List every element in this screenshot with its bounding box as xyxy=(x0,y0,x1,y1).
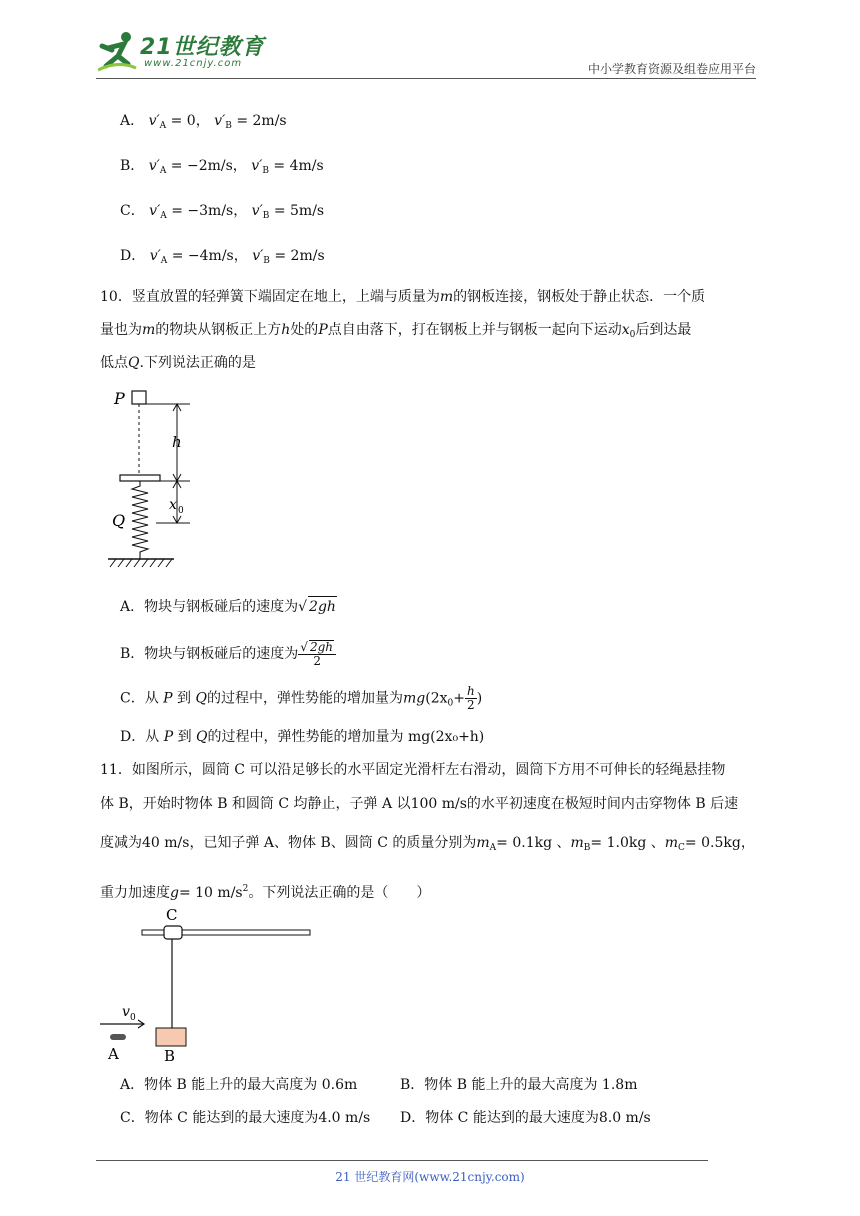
separator: ， xyxy=(233,203,248,219)
value-mc: = 0.5kg xyxy=(684,835,741,851)
separator: ， xyxy=(233,248,248,264)
option-text: A．物体 B 能上升的最大高度为 0.6m xyxy=(120,1077,358,1093)
label-v-sub: 0 xyxy=(130,1013,136,1023)
exponent: 2 xyxy=(242,884,249,894)
value-a: = 0 xyxy=(170,113,196,129)
separator: 、 xyxy=(556,835,571,851)
option-text: D．物体 C 能达到的最大速度为 xyxy=(400,1110,599,1126)
option-text: 的过程中，弹性势能的增加量为 mg(2x₀+h) xyxy=(207,729,485,745)
option-text: C．从 xyxy=(120,690,159,707)
expr-2x: (2x xyxy=(425,690,448,707)
q11-stem-line2 xyxy=(100,794,738,814)
var-q: Q xyxy=(195,690,207,707)
text: 低点 xyxy=(100,355,128,371)
var-p: P xyxy=(163,690,173,707)
denominator: 2 xyxy=(313,654,321,668)
value-b: = 4m/s xyxy=(273,158,324,174)
option-label: C． xyxy=(120,203,145,219)
option-text: D．从 xyxy=(120,729,160,745)
text: 的钢板连接，钢板处于静止状态．一个质 xyxy=(453,289,706,305)
sub-b: B xyxy=(263,256,270,266)
var-v: v′ xyxy=(252,248,264,264)
value-a: = −3m/s xyxy=(171,203,234,219)
value-v: 8.0 m/s xyxy=(598,1110,651,1126)
option-text: B．物块与钢板碰后的速度为 xyxy=(120,646,299,662)
block-b xyxy=(156,1028,186,1046)
q11-stem-line1 xyxy=(100,760,725,780)
spring xyxy=(132,481,148,559)
var-p: P xyxy=(163,729,174,745)
var-m: m xyxy=(476,835,490,851)
option-label: D． xyxy=(120,248,146,264)
sub-a: A xyxy=(160,211,167,221)
numerator: h xyxy=(466,684,475,698)
footer-divider xyxy=(96,1160,708,1161)
label-h: h xyxy=(172,433,182,451)
text: ，已知子弹 A、物体 B、圆筒 C 的质量分别为 xyxy=(189,835,477,851)
var-p: P xyxy=(318,322,328,338)
steel-plate xyxy=(120,475,160,481)
fraction xyxy=(298,640,336,668)
value-ma: = 0.1kg xyxy=(496,835,553,851)
text: 的物块从钢板正上方 xyxy=(155,322,282,338)
label-x: x xyxy=(169,497,177,513)
q10-stem-line2 xyxy=(100,320,691,345)
value-100: 100 m/s xyxy=(410,796,467,812)
value-40: 40 m/s xyxy=(142,835,190,851)
q11-stem-line3 xyxy=(100,833,755,858)
bullet-a xyxy=(110,1034,126,1040)
value-g: = 10 m/s xyxy=(178,885,243,901)
text: 点自由落下，打在钢板上并与钢板一起向下运动 xyxy=(327,322,622,338)
footer-link[interactable]: 21 世纪教育网(www.21cnjy.com) xyxy=(335,1170,525,1184)
sqrt-symbol: √ xyxy=(300,640,308,654)
q11-option-c[interactable] xyxy=(120,1108,370,1128)
var-m: m xyxy=(570,835,584,851)
sub-a: A xyxy=(159,121,167,131)
q9-option-c[interactable] xyxy=(120,201,324,226)
label-v: v xyxy=(122,1004,130,1020)
block-p xyxy=(132,391,146,404)
cylinder-c xyxy=(164,926,182,939)
var-v: v′ xyxy=(148,113,160,129)
text: 度减为 xyxy=(100,835,142,851)
var-g: g xyxy=(170,885,179,901)
expr-close: ) xyxy=(476,690,483,707)
var-v: v′ xyxy=(251,158,263,174)
ground-hatch xyxy=(110,559,172,567)
q9-option-d[interactable] xyxy=(120,246,325,271)
var-v: v′ xyxy=(148,158,160,174)
value-b: = 2m/s xyxy=(274,248,325,264)
value-a: = −2m/s xyxy=(170,158,233,174)
q10-option-d[interactable] xyxy=(120,727,484,747)
option-text: 的过程中，弹性势能的增加量为 xyxy=(206,690,403,707)
value-a: = −4m/s xyxy=(171,248,234,264)
sub-a: A xyxy=(160,256,168,266)
option-label: A． xyxy=(120,113,145,129)
var-v: v′ xyxy=(149,248,161,264)
label-p: P xyxy=(114,389,125,408)
header-platform-text: 中小学教育资源及组卷应用平台 xyxy=(587,62,756,76)
var-q: Q xyxy=(196,729,208,745)
sub-b: B xyxy=(262,166,269,176)
logo-text: 21世纪教育 xyxy=(140,35,265,60)
text: 量也为 xyxy=(100,322,142,338)
label-q: Q xyxy=(112,511,126,530)
q10-option-b[interactable] xyxy=(120,640,336,668)
rod-cylinder-diagram xyxy=(96,904,326,1064)
header-divider xyxy=(96,78,756,79)
value-v: 4.0 m/s xyxy=(318,1110,371,1126)
option-text: B．物体 B 能上升的最大高度为 1.8m xyxy=(400,1077,638,1093)
label-x-sub: 0 xyxy=(178,506,184,516)
text: 重力加速度 xyxy=(100,885,170,901)
site-logo[interactable] xyxy=(96,28,276,78)
q11-option-b[interactable] xyxy=(400,1075,637,1095)
option-text: C．物体 C 能达到的最大速度为 xyxy=(120,1110,319,1126)
sub-c: C xyxy=(678,843,685,853)
sub-b: B xyxy=(225,121,232,131)
page-header xyxy=(96,28,756,82)
sqrt-symbol: √ xyxy=(298,599,308,615)
separator: ， xyxy=(195,113,210,129)
sub-0: 0 xyxy=(629,330,636,340)
text: 。下列说法正确的是（ ） xyxy=(248,885,431,901)
q10-option-a[interactable] xyxy=(120,596,337,617)
var-h: h xyxy=(281,322,291,338)
separator: 、 xyxy=(650,835,665,851)
q11-option-d[interactable] xyxy=(400,1108,651,1128)
sub-b: B xyxy=(262,211,270,221)
q10-stem-line1 xyxy=(100,287,705,307)
separator: ， xyxy=(232,158,247,174)
text: 11．如图所示，圆筒 C 可以沿足够长的水平固定光滑杆左右滑动，圆筒下方用不可伸长的轻绳悬挂物 xyxy=(100,762,726,778)
text: 10．竖直放置的轻弹簧下端固定在地上，上端与质量为 xyxy=(100,289,440,305)
option-text: 到 xyxy=(177,729,192,745)
text: 体 B，开始时物体 B 和圆筒 C 均静止，子弹 A 以 xyxy=(100,796,411,812)
text: 处的 xyxy=(290,322,319,338)
expr-mg: mg xyxy=(402,690,426,707)
q9-option-a[interactable] xyxy=(120,111,287,136)
q9-option-b[interactable] xyxy=(120,156,324,181)
var-m: m xyxy=(439,289,454,305)
var-v: v′ xyxy=(214,113,226,129)
q11-stem-line4 xyxy=(100,879,430,903)
value-b: = 5m/s xyxy=(273,203,325,219)
var-m: m xyxy=(664,835,679,851)
expr-plus: + xyxy=(453,690,465,707)
option-label: B． xyxy=(120,158,145,174)
logo-url: www.21cnjy.com xyxy=(144,58,243,69)
var-v: v′ xyxy=(149,203,161,219)
sqrt-expr: 2gh xyxy=(309,640,333,654)
sub-a: A xyxy=(159,166,167,176)
label-a: A xyxy=(108,1045,119,1063)
var-v: v′ xyxy=(251,203,263,219)
value-mb: = 1.0kg xyxy=(590,835,647,851)
runner-logo-icon xyxy=(98,30,138,74)
sub-a: A xyxy=(489,843,497,853)
denominator: 2 xyxy=(467,698,475,712)
sqrt-expr: 2gh xyxy=(308,596,337,617)
value-b: = 2m/s xyxy=(236,113,287,129)
text: 后到达最 xyxy=(635,322,692,338)
var-m: m xyxy=(142,322,156,338)
label-b: B xyxy=(164,1047,176,1064)
sub-0: 0 xyxy=(447,698,454,709)
sub-b: B xyxy=(583,843,591,853)
text: .下列说法正确的是 xyxy=(139,355,256,371)
q10-option-c[interactable] xyxy=(120,685,482,714)
fraction xyxy=(465,685,477,712)
option-text: 到 xyxy=(177,690,192,707)
var-q: Q xyxy=(128,355,140,371)
q11-option-a[interactable] xyxy=(120,1075,357,1095)
text: 的水平初速度在极短时间内击穿物体 B 后速 xyxy=(466,796,739,812)
option-text: A．物块与钢板碰后的速度为 xyxy=(120,599,299,615)
spring-diagram xyxy=(100,385,210,575)
separator: ， xyxy=(740,835,755,851)
q10-stem-line3 xyxy=(100,353,256,373)
label-c: C xyxy=(166,906,178,924)
var-x: x xyxy=(621,322,630,338)
